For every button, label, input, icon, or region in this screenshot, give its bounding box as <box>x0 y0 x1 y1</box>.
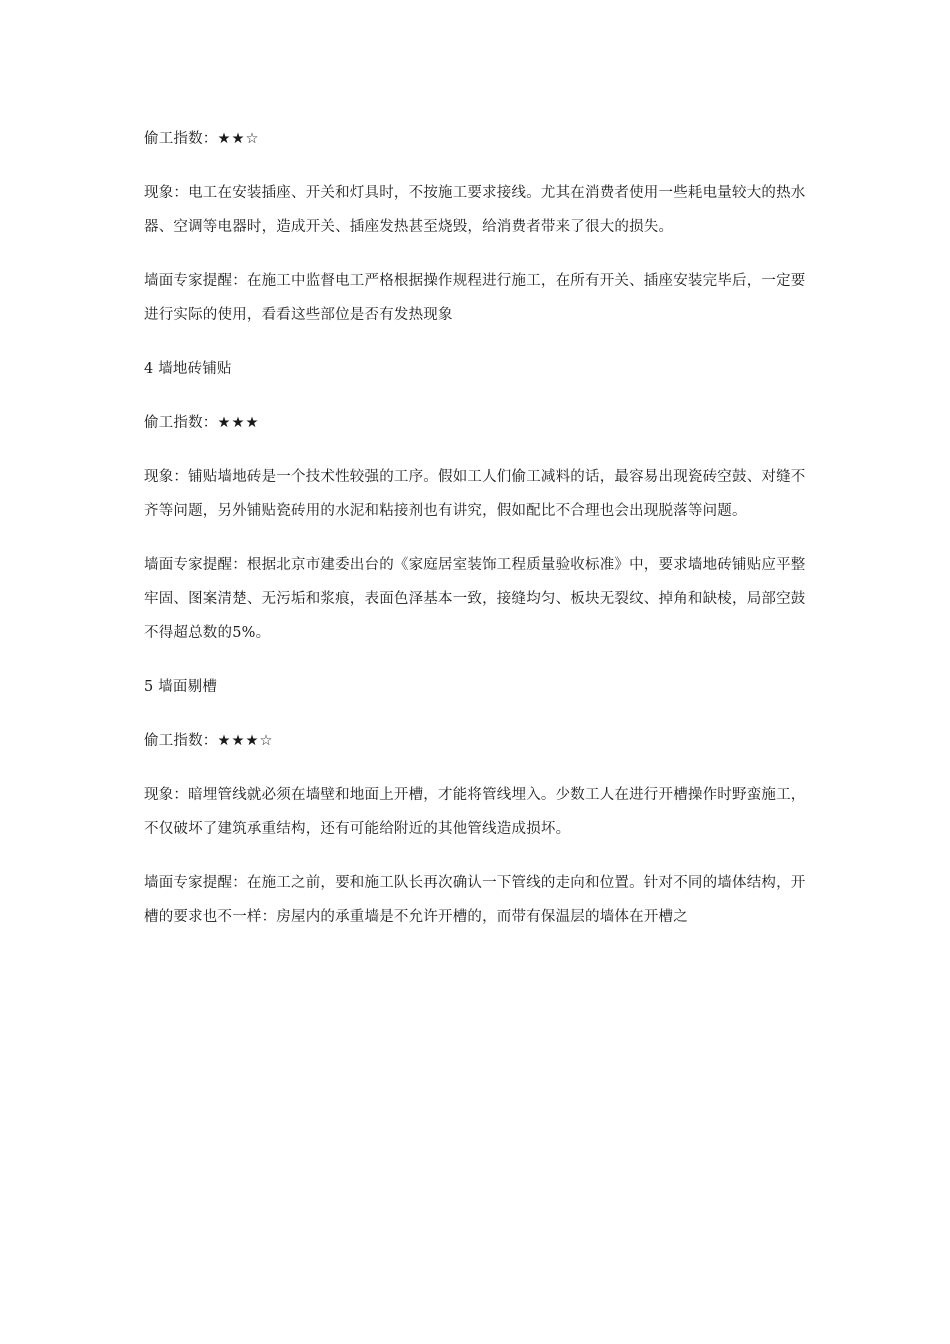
paragraph-phenomenon: 现象：暗埋管线就必须在墙壁和地面上开槽，才能将管线埋入。少数工人在进行开槽操作时野蛮施工，不仅破坏了建筑承重结构，还有可能给附近的其他管线造成损坏。 <box>144 787 806 837</box>
rating-line <box>144 406 810 440</box>
section-heading: 4 墙地砖铺贴 <box>144 361 232 377</box>
rating-line <box>144 724 810 758</box>
paragraph-expert-tip: 墙面专家提醒：在施工之前，要和施工队长再次确认一下管线的走向和位置。针对不同的墙体结构，开槽的要求也不一样：房屋内的承重墙是不允许开槽的，而带有保温层的墙体在开槽之 <box>144 875 806 925</box>
rating-stars: ★★★☆ <box>217 733 274 749</box>
rating-label: 偷工指数： <box>144 131 218 147</box>
paragraph-expert-tip: 墙面专家提醒：根据北京市建委出台的《家庭居室装饰工程质量验收标准》中，要求墙地砖铺贴应平整牢固、图案清楚、无污垢和浆痕，表面色泽基本一致，接缝均匀、板块无裂纹、掉角和缺棱，局部空鼓不得超总数的5%。 <box>144 557 806 641</box>
rating-stars: ★★☆ <box>217 131 260 147</box>
rating-stars: ★★★ <box>217 415 260 431</box>
rating-label: 偷工指数： <box>144 733 218 749</box>
rating-line <box>144 122 810 156</box>
paragraph-expert-tip: 墙面专家提醒：在施工中监督电工严格根据操作规程进行施工，在所有开关、插座安装完毕后，一定要进行实际的使用，看看这些部位是否有发热现象 <box>144 273 806 323</box>
rating-label: 偷工指数： <box>144 415 218 431</box>
paragraph-phenomenon: 现象：铺贴墙地砖是一个技术性较强的工序。假如工人们偷工减料的话，最容易出现瓷砖空鼓、对缝不齐等问题，另外铺贴瓷砖用的水泥和粘接剂也有讲究，假如配比不合理也会出现脱落等问题。 <box>144 469 806 519</box>
document-page <box>144 122 810 954</box>
paragraph-phenomenon: 现象：电工在安装插座、开关和灯具时，不按施工要求接线。尤其在消费者使用一些耗电量较大的热水器、空调等电器时，造成开关、插座发热甚至烧毁，给消费者带来了很大的损失。 <box>144 185 806 235</box>
section-heading: 5 墙面剔槽 <box>144 679 218 695</box>
